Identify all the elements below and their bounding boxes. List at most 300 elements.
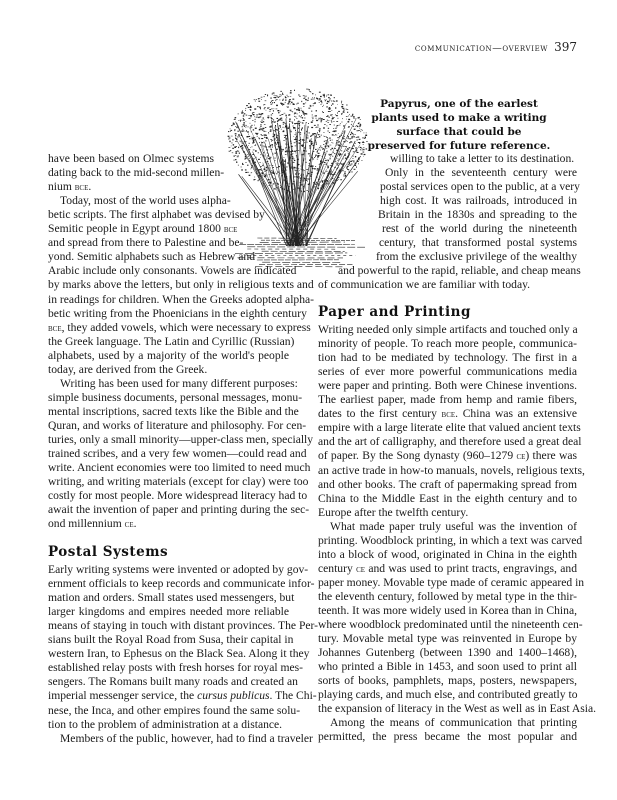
papyrus-leaf-dot bbox=[327, 95, 328, 96]
papyrus-leaf-dot bbox=[316, 177, 318, 178]
text-line: by marks above the letters, but only in religious texts and bbox=[48, 278, 314, 292]
papyrus-leaf-dot bbox=[303, 103, 305, 104]
papyrus-leaf-dot bbox=[294, 116, 295, 117]
papyrus-leaf-dot bbox=[364, 154, 366, 155]
papyrus-leaf-dot bbox=[346, 105, 348, 106]
papyrus-leaf-dot bbox=[341, 146, 342, 147]
papyrus-leaf-dot bbox=[315, 156, 316, 157]
papyrus-leaf-dot bbox=[286, 170, 287, 171]
papyrus-leaf-dot bbox=[320, 96, 322, 97]
papyrus-leaf-dot bbox=[265, 162, 266, 163]
text-line: in readings for children. When the Greeks adopted alpha- bbox=[48, 292, 315, 306]
papyrus-leaf-dot bbox=[328, 160, 329, 161]
papyrus-leaf-dot bbox=[286, 150, 287, 151]
papyrus-leaf-dot bbox=[326, 181, 327, 182]
papyrus-leaf-dot bbox=[294, 136, 295, 137]
papyrus-leaf-dot bbox=[254, 137, 256, 138]
papyrus-leaf-dot bbox=[262, 172, 264, 173]
papyrus-leaf-dot bbox=[254, 125, 255, 126]
papyrus-leaf-dot bbox=[315, 127, 316, 128]
papyrus-leaf-dot bbox=[256, 99, 257, 100]
papyrus-leaf-dot bbox=[325, 146, 327, 147]
text-line: tion had to be mediated by technology. The first in a bbox=[318, 351, 577, 365]
papyrus-leaf-dot bbox=[362, 149, 363, 150]
papyrus-leaf-dot bbox=[314, 102, 316, 103]
text-line: century, that transformed postal systems bbox=[379, 236, 577, 249]
papyrus-leaf-dot bbox=[359, 128, 360, 129]
papyrus-leaf-dot bbox=[294, 139, 296, 140]
papyrus-leaf-dot bbox=[285, 147, 287, 148]
papyrus-leaf-dot bbox=[266, 110, 267, 111]
papyrus-leaf-dot bbox=[261, 113, 263, 114]
text-line: Members of the public, however, had to find a traveler bbox=[60, 731, 313, 745]
papyrus-leaf-dot bbox=[276, 99, 278, 100]
text-line: were paper and printing. Both were Chinese inventions. bbox=[318, 379, 577, 393]
papyrus-leaf-dot bbox=[232, 153, 234, 154]
papyrus-leaf-dot bbox=[363, 144, 364, 145]
papyrus-leaf-dot bbox=[251, 167, 252, 168]
text-line: await the invention of paper and printing during the sec- bbox=[48, 503, 310, 517]
text-line: and powerful to the rapid, reliable, and cheap means bbox=[338, 264, 581, 277]
papyrus-leaf-dot bbox=[333, 182, 334, 183]
papyrus-leaf-dot bbox=[298, 128, 299, 129]
papyrus-leaf-dot bbox=[241, 142, 243, 143]
papyrus-leaf-dot bbox=[344, 131, 346, 132]
papyrus-leaf-dot bbox=[335, 161, 336, 162]
papyrus-leaf-dot bbox=[242, 147, 244, 148]
papyrus-leaf-dot bbox=[343, 176, 344, 177]
papyrus-leaf-dot bbox=[318, 156, 319, 157]
papyrus-leaf-dot bbox=[292, 190, 293, 191]
papyrus-leaf-dot bbox=[250, 169, 251, 170]
papyrus-leaf-dot bbox=[325, 179, 326, 180]
papyrus-leaf-dot bbox=[232, 148, 234, 149]
papyrus-leaf-dot bbox=[286, 135, 287, 136]
papyrus-leaf-dot bbox=[273, 183, 274, 184]
papyrus-leaf-dot bbox=[301, 174, 302, 175]
papyrus-leaf-dot bbox=[355, 134, 356, 135]
papyrus-leaf-dot bbox=[230, 128, 231, 129]
papyrus-leaf-dot bbox=[319, 92, 321, 93]
papyrus-leaf-dot bbox=[321, 189, 322, 190]
papyrus-leaf-dot bbox=[301, 167, 302, 168]
papyrus-leaf-dot bbox=[338, 144, 339, 145]
papyrus-leaf-dot bbox=[305, 162, 307, 163]
text-line: and other books. The craft of papermaking spread from bbox=[318, 477, 577, 491]
papyrus-leaf-dot bbox=[329, 186, 330, 187]
papyrus-leaf-dot bbox=[285, 115, 287, 116]
papyrus-leaf-dot bbox=[359, 122, 360, 123]
papyrus-leaf-dot bbox=[338, 177, 340, 178]
papyrus-leaf-dot bbox=[250, 105, 251, 106]
papyrus-leaf-dot bbox=[304, 114, 305, 115]
papyrus-leaf-dot bbox=[252, 113, 253, 114]
papyrus-leaf-dot bbox=[242, 120, 244, 121]
papyrus-leaf-dot bbox=[264, 141, 265, 142]
papyrus-leaf-dot bbox=[280, 185, 281, 186]
papyrus-leaf-dot bbox=[283, 140, 285, 141]
papyrus-leaf-dot bbox=[347, 112, 348, 113]
papyrus-leaf-dot bbox=[279, 140, 280, 141]
papyrus-leaf-dot bbox=[245, 127, 246, 128]
papyrus-leaf-dot bbox=[299, 178, 300, 179]
papyrus-leaf-dot bbox=[270, 145, 271, 146]
papyrus-leaf-dot bbox=[346, 109, 347, 110]
papyrus-leaf-dot bbox=[296, 172, 298, 173]
papyrus-leaf-dot bbox=[338, 141, 340, 142]
papyrus-leaf-dot bbox=[330, 154, 332, 155]
papyrus-leaf-dot bbox=[305, 180, 306, 181]
papyrus-leaf-dot bbox=[303, 113, 305, 114]
text-line: minority of people. To reach more people, communica- bbox=[318, 337, 577, 351]
text-line: dates to the first century bce. China was an extensive bbox=[318, 407, 577, 421]
papyrus-leaf-dot bbox=[319, 118, 320, 119]
papyrus-leaf-dot bbox=[247, 136, 249, 137]
papyrus-leaf-dot bbox=[275, 95, 276, 96]
papyrus-leaf-dot bbox=[273, 154, 274, 155]
papyrus-leaf-dot bbox=[298, 150, 300, 151]
papyrus-leaf-dot bbox=[313, 151, 315, 152]
papyrus-leaf-dot bbox=[363, 147, 364, 148]
papyrus-leaf-dot bbox=[309, 91, 311, 92]
papyrus-leaf-dot bbox=[327, 166, 329, 167]
papyrus-leaf-dot bbox=[328, 183, 329, 184]
papyrus-leaf-dot bbox=[302, 127, 303, 128]
papyrus-leaf-dot bbox=[294, 114, 295, 115]
papyrus-leaf-dot bbox=[260, 166, 261, 167]
papyrus-leaf-dot bbox=[324, 124, 326, 125]
papyrus-leaf-dot bbox=[303, 98, 304, 99]
papyrus-leaf-dot bbox=[297, 159, 299, 160]
papyrus-leaf-dot bbox=[349, 142, 350, 143]
papyrus-leaf-dot bbox=[312, 133, 314, 134]
papyrus-leaf-dot bbox=[318, 188, 319, 189]
papyrus-leaf-dot bbox=[255, 101, 256, 102]
papyrus-leaf-dot bbox=[259, 142, 260, 143]
papyrus-leaf-dot bbox=[332, 117, 334, 118]
papyrus-leaf-dot bbox=[292, 111, 293, 112]
papyrus-leaf-dot bbox=[303, 120, 305, 121]
papyrus-leaf-dot bbox=[261, 170, 262, 171]
papyrus-leaf-dot bbox=[239, 153, 240, 154]
papyrus-leaf-dot bbox=[271, 170, 272, 171]
papyrus-leaf-dot bbox=[313, 182, 314, 183]
papyrus-leaf-dot bbox=[249, 175, 251, 176]
text-line: nese, the Inca, and other empires found the same solu- bbox=[48, 703, 301, 717]
papyrus-leaf-dot bbox=[330, 165, 332, 166]
papyrus-leaf-dot bbox=[241, 167, 242, 168]
papyrus-leaf-dot bbox=[265, 175, 267, 176]
papyrus-leaf-dot bbox=[250, 115, 252, 116]
text-line: Writing has been used for many different purposes: bbox=[60, 376, 298, 390]
papyrus-leaf-dot bbox=[341, 151, 342, 152]
papyrus-leaf-dot bbox=[320, 146, 321, 147]
papyrus-leaf-dot bbox=[325, 155, 326, 156]
papyrus-leaf-dot bbox=[332, 116, 333, 117]
papyrus-leaf-dot bbox=[349, 114, 350, 115]
papyrus-leaf-dot bbox=[243, 115, 244, 116]
papyrus-leaf-dot bbox=[319, 147, 320, 148]
papyrus-leaf-dot bbox=[323, 95, 325, 96]
papyrus-leaf-dot bbox=[251, 165, 253, 166]
papyrus-leaf-dot bbox=[237, 131, 239, 132]
papyrus-leaf-dot bbox=[300, 188, 302, 189]
papyrus-leaf-dot bbox=[252, 138, 253, 139]
papyrus-leaf-dot bbox=[272, 121, 274, 122]
papyrus-leaf-dot bbox=[300, 166, 301, 167]
papyrus-leaf-dot bbox=[346, 167, 348, 168]
papyrus-leaf-dot bbox=[257, 106, 259, 107]
papyrus-leaf-dot bbox=[282, 160, 283, 161]
papyrus-leaf-dot bbox=[364, 133, 365, 134]
papyrus-leaf-dot bbox=[324, 180, 325, 181]
papyrus-leaf-dot bbox=[318, 179, 319, 180]
papyrus-leaf-dot bbox=[261, 99, 262, 100]
papyrus-leaf-dot bbox=[312, 93, 313, 94]
text-line: Today, most of the world uses alpha- bbox=[60, 194, 231, 208]
papyrus-leaf-dot bbox=[301, 190, 302, 191]
text-line: western Iran, to Ephesus on the Black Sea. Along it they bbox=[48, 647, 310, 661]
papyrus-leaf-dot bbox=[287, 163, 288, 164]
papyrus-leaf-dot bbox=[283, 122, 285, 123]
papyrus-leaf-dot bbox=[364, 138, 365, 139]
papyrus-leaf-dot bbox=[249, 136, 251, 137]
papyrus-leaf-dot bbox=[330, 98, 331, 99]
papyrus-leaf-dot bbox=[279, 147, 281, 148]
papyrus-leaf-dot bbox=[238, 135, 239, 136]
papyrus-leaf-dot bbox=[262, 120, 263, 121]
papyrus-leaf-dot bbox=[306, 137, 307, 138]
papyrus-leaf-dot bbox=[263, 152, 264, 153]
papyrus-leaf-dot bbox=[284, 135, 286, 136]
papyrus-leaf-dot bbox=[271, 172, 273, 173]
text-line: mental inscriptions, sacred texts like the Bible and the bbox=[48, 404, 299, 418]
papyrus-leaf-dot bbox=[326, 163, 327, 164]
papyrus-leaf-dot bbox=[296, 118, 298, 119]
papyrus-leaf-dot bbox=[290, 156, 292, 157]
papyrus-leaf-dot bbox=[290, 143, 291, 144]
papyrus-leaf-dot bbox=[304, 133, 305, 134]
papyrus-leaf-dot bbox=[305, 151, 306, 152]
papyrus-leaf-dot bbox=[301, 145, 303, 146]
papyrus-leaf-dot bbox=[309, 133, 311, 134]
papyrus-leaf-dot bbox=[298, 164, 299, 165]
text-line: Only in the seventeenth century were bbox=[385, 166, 577, 179]
text-line: mation and orders. Small states used messengers, but bbox=[48, 591, 295, 605]
papyrus-leaf-dot bbox=[235, 135, 236, 136]
papyrus-leaf-dot bbox=[350, 134, 351, 135]
papyrus-leaf-dot bbox=[275, 179, 276, 180]
papyrus-leaf-dot bbox=[290, 130, 292, 131]
papyrus-leaf-dot bbox=[349, 147, 351, 148]
papyrus-leaf-dot bbox=[278, 184, 279, 185]
papyrus-leaf-dot bbox=[241, 112, 243, 113]
text-line: and the art of calligraphy, and therefore used a great deal bbox=[318, 435, 582, 449]
papyrus-leaf-dot bbox=[361, 131, 362, 132]
papyrus-leaf-dot bbox=[283, 130, 284, 131]
papyrus-leaf-dot bbox=[263, 117, 264, 118]
papyrus-leaf-dot bbox=[319, 100, 320, 101]
papyrus-leaf-dot bbox=[294, 108, 295, 109]
papyrus-leaf-dot bbox=[363, 156, 364, 157]
papyrus-leaf-dot bbox=[263, 156, 264, 157]
papyrus-leaf-dot bbox=[332, 103, 333, 104]
papyrus-leaf-dot bbox=[308, 173, 309, 174]
papyrus-leaf-dot bbox=[255, 128, 257, 129]
papyrus-leaf-dot bbox=[337, 160, 339, 161]
papyrus-leaf-dot bbox=[263, 155, 265, 156]
papyrus-leaf-dot bbox=[285, 154, 287, 155]
papyrus-leaf-dot bbox=[327, 101, 329, 102]
text-line: postal services open to the public, at a very bbox=[380, 180, 580, 193]
papyrus-leaf-dot bbox=[324, 136, 325, 137]
papyrus-leaf-dot bbox=[296, 123, 298, 124]
text-line: betic scripts. The first alphabet was devised by bbox=[48, 208, 265, 222]
papyrus-leaf-dot bbox=[320, 150, 321, 151]
papyrus-leaf-dot bbox=[260, 108, 261, 109]
papyrus-leaf-dot bbox=[261, 134, 262, 135]
papyrus-leaf-dot bbox=[300, 117, 301, 118]
papyrus-leaf-dot bbox=[280, 115, 282, 116]
papyrus-leaf-dot bbox=[296, 136, 297, 137]
papyrus-leaf-dot bbox=[337, 164, 338, 165]
papyrus-leaf-dot bbox=[355, 118, 356, 119]
papyrus-leaf-dot bbox=[337, 118, 338, 119]
papyrus-leaf-dot bbox=[306, 89, 307, 90]
papyrus-leaf-dot bbox=[282, 93, 283, 94]
papyrus-leaf-dot bbox=[259, 129, 261, 130]
papyrus-leaf-dot bbox=[237, 137, 239, 138]
papyrus-leaf-dot bbox=[277, 121, 278, 122]
papyrus-leaf-dot bbox=[243, 118, 244, 119]
papyrus-leaf-dot bbox=[303, 150, 305, 151]
papyrus-leaf-dot bbox=[341, 114, 342, 115]
papyrus-leaf-dot bbox=[272, 172, 274, 173]
papyrus-leaf-dot bbox=[263, 138, 264, 139]
papyrus-leaf-dot bbox=[312, 120, 313, 121]
page-number: 397 bbox=[554, 40, 577, 54]
papyrus-leaf-dot bbox=[252, 160, 254, 161]
papyrus-leaf-dot bbox=[359, 139, 361, 140]
papyrus-leaf-dot bbox=[281, 129, 282, 130]
running-head-title: communication—overview bbox=[414, 43, 549, 54]
papyrus-leaf-dot bbox=[304, 147, 305, 148]
papyrus-leaf-dot bbox=[268, 179, 270, 180]
papyrus-leaf-dot bbox=[281, 96, 282, 97]
papyrus-leaf-dot bbox=[240, 147, 241, 148]
text-span: imperial messenger service, the bbox=[48, 689, 198, 703]
papyrus-leaf-dot bbox=[269, 126, 271, 127]
papyrus-leaf-dot bbox=[349, 138, 350, 139]
papyrus-leaf-dot bbox=[332, 143, 333, 144]
papyrus-leaf-dot bbox=[258, 180, 260, 181]
papyrus-leaf-dot bbox=[326, 144, 327, 145]
papyrus-leaf-dot bbox=[330, 173, 332, 174]
papyrus-leaf-dot bbox=[314, 133, 316, 134]
papyrus-leaf-dot bbox=[273, 136, 275, 137]
papyrus-leaf-dot bbox=[319, 182, 321, 183]
papyrus-leaf-dot bbox=[290, 92, 292, 93]
papyrus-leaf-dot bbox=[286, 178, 287, 179]
papyrus-leaf-dot bbox=[309, 89, 310, 90]
papyrus-leaf-dot bbox=[324, 97, 325, 98]
text-line: Among the means of communication that printing bbox=[330, 716, 577, 730]
papyrus-leaf-dot bbox=[292, 149, 293, 150]
papyrus-leaf-dot bbox=[350, 161, 351, 162]
papyrus-leaf-dot bbox=[260, 162, 261, 163]
papyrus-icon bbox=[228, 89, 368, 267]
papyrus-leaf-dot bbox=[282, 175, 283, 176]
papyrus-leaf-dot bbox=[229, 139, 230, 140]
papyrus-leaf-dot bbox=[360, 147, 362, 148]
text-line: ond millennium ce. bbox=[48, 517, 137, 531]
papyrus-leaf-dot bbox=[238, 165, 239, 166]
papyrus-leaf-dot bbox=[329, 155, 330, 156]
papyrus-leaf-dot bbox=[332, 140, 333, 141]
papyrus-leaf-dot bbox=[253, 150, 255, 151]
papyrus-leaf-dot bbox=[319, 131, 320, 132]
papyrus-leaf-dot bbox=[285, 97, 287, 98]
papyrus-leaf-dot bbox=[336, 128, 337, 129]
papyrus-leaf-dot bbox=[301, 179, 302, 180]
papyrus-leaf-dot bbox=[273, 93, 275, 94]
text-line: The earliest paper, made from hemp and ramie fibers, bbox=[318, 393, 577, 407]
papyrus-leaf-dot bbox=[281, 103, 283, 104]
papyrus-leaf-dot bbox=[338, 133, 339, 134]
papyrus-leaf-dot bbox=[265, 159, 266, 160]
papyrus-leaf-dot bbox=[322, 156, 323, 157]
papyrus-leaf-dot bbox=[236, 127, 238, 128]
papyrus-leaf-dot bbox=[268, 146, 270, 147]
papyrus-leaf-dot bbox=[287, 151, 288, 152]
papyrus-leaf-dot bbox=[270, 183, 271, 184]
papyrus-leaf-dot bbox=[262, 165, 263, 166]
papyrus-leaf-dot bbox=[318, 186, 320, 187]
papyrus-leaf-dot bbox=[300, 141, 301, 142]
papyrus-leaf-dot bbox=[285, 126, 287, 127]
papyrus-leaf-dot bbox=[310, 136, 312, 137]
papyrus-leaf-dot bbox=[332, 134, 334, 135]
papyrus-leaf-dot bbox=[287, 190, 289, 191]
papyrus-leaf-dot bbox=[275, 143, 276, 144]
papyrus-leaf-dot bbox=[270, 168, 271, 169]
papyrus-leaf-dot bbox=[282, 149, 283, 150]
papyrus-leaf-dot bbox=[337, 163, 339, 164]
papyrus-leaf-dot bbox=[280, 187, 281, 188]
papyrus-leaf-dot bbox=[314, 125, 316, 126]
text-line: who printed a Bible in 1453, and soon used to print all bbox=[318, 660, 577, 674]
papyrus-leaf-dot bbox=[339, 125, 341, 126]
papyrus-leaf-dot bbox=[307, 190, 308, 191]
papyrus-leaf-dot bbox=[276, 136, 277, 137]
papyrus-leaf-dot bbox=[309, 173, 310, 174]
papyrus-leaf-dot bbox=[334, 167, 336, 168]
papyrus-leaf-dot bbox=[338, 111, 340, 112]
papyrus-leaf-dot bbox=[339, 155, 340, 156]
papyrus-leaf-dot bbox=[297, 113, 298, 114]
papyrus-leaf-dot bbox=[248, 156, 249, 157]
papyrus-leaf-dot bbox=[248, 103, 250, 104]
text-line: Quran, and works of literature and philosophy. For cen- bbox=[48, 418, 307, 432]
papyrus-leaf-dot bbox=[268, 156, 269, 157]
papyrus-leaf-dot bbox=[290, 134, 291, 135]
papyrus-leaf-dot bbox=[278, 112, 279, 113]
papyrus-leaf-dot bbox=[285, 149, 286, 150]
papyrus-leaf-dot bbox=[314, 97, 315, 98]
papyrus-leaf-dot bbox=[326, 103, 328, 104]
papyrus-leaf-dot bbox=[343, 125, 345, 126]
text-line: teenth. It was more widely used in Korea than in China, bbox=[318, 604, 577, 617]
